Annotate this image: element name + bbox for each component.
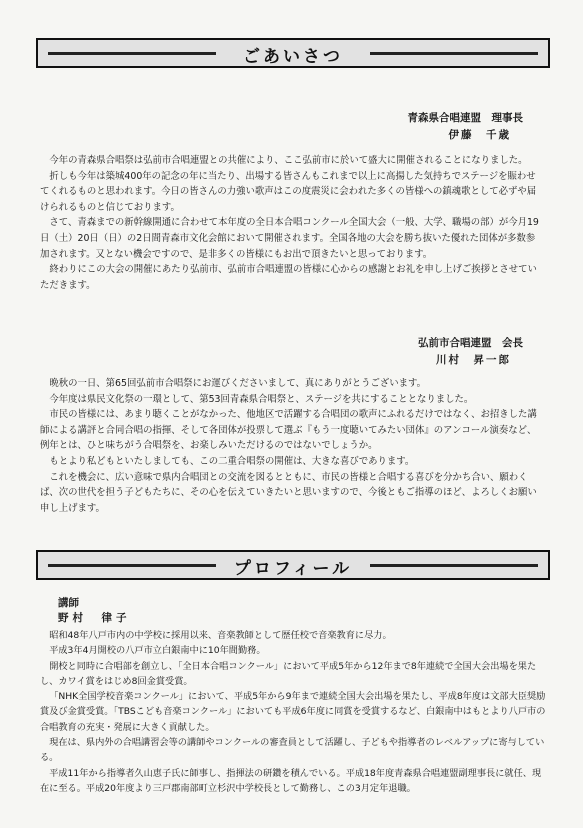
paragraph: 平成11年から指導者久山恵子氏に師事し、指揮法の研鑽を積んでいる。平成18年度青森県合唱連盟副理事長に就任、現在に至る。平成20年度より三戸郡南部町立杉沢中学校長として勤務し、この3月定年退職。 bbox=[40, 767, 542, 794]
signature-2-org: 弘前市合唱連盟 会長 bbox=[418, 337, 523, 349]
profile-name: 野村 律子 bbox=[58, 612, 131, 624]
signature-2-name: 川村 昇一郎 bbox=[436, 354, 511, 366]
paragraph: 開校と同時に合唱部を創立し、「全日本合唱コンクール」において平成5年から12年まで8年連続で全国大会出場を果たし、カワイ賞をはじめ8回金賞受賞。 bbox=[40, 660, 537, 687]
signature-2 bbox=[418, 335, 523, 369]
profile-heading: プロフィール bbox=[233, 559, 353, 579]
paragraph: 晩秋の一日、第65回弘前市合唱祭にお運びくださいまして、真にありがとうございます。 bbox=[49, 378, 427, 389]
profile-body bbox=[40, 628, 546, 796]
greeting-heading-banner bbox=[36, 38, 550, 68]
paragraph: 今年の青森県合唱祭は弘前市合唱連盟との共催により、ここ弘前市に於いて盛大に開催されることになりました。 bbox=[49, 155, 528, 166]
greeting-body-2 bbox=[40, 376, 544, 516]
signature-1-org: 青森県合唱連盟 理事長 bbox=[407, 112, 523, 124]
profile-person bbox=[58, 596, 131, 626]
paragraph: 現在は、県内外の合唱講習会等の講師やコンクールの審査員として活躍し、子どもや指導者のレベルアップに寄与している。 bbox=[40, 737, 545, 764]
paragraph: 平成3年4月開校の八戸市立白銀南中に10年間勤務。 bbox=[49, 645, 266, 657]
signature-1-name: 伊藤 千歳 bbox=[448, 129, 511, 141]
signature-1 bbox=[408, 110, 524, 144]
greeting-heading: ごあいさつ bbox=[243, 47, 343, 67]
paragraph: 折しも今年は築城400年の記念の年に当たり、出場する皆さんもこれまで以上に高揚した気持ちでステージを賑わせてくれるものと思われます。今日の皆さんの力強い歌声はこの度震災に会われた多くの皆様への鎮魂歌として必ずや届けられるものと信じております。 bbox=[40, 170, 537, 213]
paragraph: これを機会に、広い意味で県内合唱団との交流を図るとともに、市民の皆様と合唱する喜びを分かち合い、願わくば、次の世代を担う子どもたちに、その心を伝えていきたいと思いますので、今後ともご指導のほど、よろしくお願い申し上げます。 bbox=[40, 471, 537, 514]
profile-role: 講師 bbox=[58, 597, 79, 609]
paragraph: 昭和48年八戸市内の中学校に採用以来、音楽教師として歴任校で音楽教育に尽力。 bbox=[49, 630, 392, 641]
paragraph: 市民の皆様には、あまり聴くことがなかった、他地区で活躍する合唱団の歌声にふれるだけではなく、お招きした講師による講評と合同合唱の指揮、そして各団体が投票して選ぶ『もう一度聴いてみたい団体』のアンコール演奏など、例年とは、ひと味ちがう合唱祭を、お楽しみいただけるのではないでしょうか。 bbox=[40, 409, 537, 452]
paragraph: 今年度は県民文化祭の一環として、第53回青森県合唱祭と、ステージを共にすることとなりました。 bbox=[49, 393, 474, 405]
paragraph: 終わりにこの大会の開催にあたり弘前市、弘前市合唱連盟の皆様に心からの感謝とお礼を申し上げご挨拶とさせていただきます。 bbox=[40, 264, 537, 291]
profile-heading-banner bbox=[36, 550, 550, 580]
paragraph: さて、青森までの新幹線開通に合わせて本年度の全日本合唱コンクール全国大会（一般、大学、職場の部）が今月19日（土）20日（日）の2日間青森市文化会館において開催されます。全国各地の大会を勝ち抜いた優れた団体が多数参加されます。又とない機会ですので、是非多くの皆様にもお出で頂きたいと思っております。 bbox=[40, 217, 539, 260]
paragraph: 「NHK全国学校音楽コンクール」において、平成5年から9年まで連続全国大会出場を果たし、平成8年度は文部大臣奨励賞及び金賞受賞。「TBSこども音楽コンクール」においても平成6年度に同賞を受賞するなど、白銀南中はもとより八戸市の合唱教育の充実・発展に大きく貢献した。 bbox=[40, 691, 546, 733]
paragraph: もとより私どもといたしましても、この二重合唱祭の開催は、大きな喜びであります。 bbox=[49, 455, 415, 467]
greeting-body-1 bbox=[40, 153, 544, 293]
